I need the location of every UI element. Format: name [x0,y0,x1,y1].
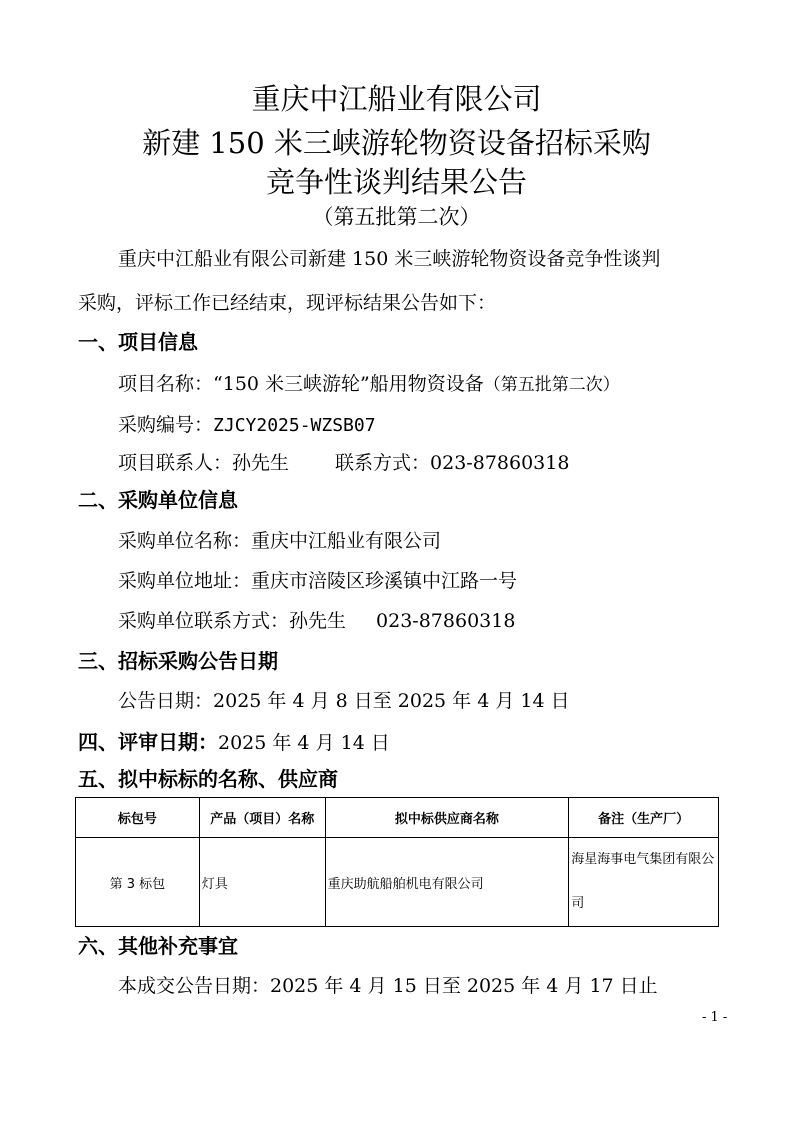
notice-date-label: 公告日期： [118,690,214,712]
intro-line-1: 重庆中江船业有限公司新建 150 米三峡游轮物资设备竞争性谈判 [118,248,661,270]
project-code-line [118,412,376,439]
title-project: 新建 150 米三峡游轮物资设备招标采购 [142,126,651,160]
project-name-label: 项目名称： [118,373,214,395]
buyer-name-line [118,528,441,554]
section-1-heading: 一、项目信息 [78,330,198,354]
buyer-name-label: 采购单位名称： [118,530,252,552]
project-code-value: ZJCY2025-WZSB07 [213,415,376,436]
notice-date-line [118,688,570,714]
buyer-contact-label: 采购单位联系方式： [118,610,290,632]
cell-manufacturer: 海星海事电气集团有限公司 [569,838,719,927]
notice-date-value: 2025 年 4 月 8 日至 2025 年 4 月 14 日 [213,690,570,712]
project-contact-label: 项目联系人： [118,452,233,474]
project-contact-line [118,450,569,476]
intro-line-2: 采购，评标工作已经结束，现评标结果公告如下： [78,292,497,314]
project-name-value: “150 米三峡游轮”船用物资设备 [213,373,484,395]
header-product: 产品（项目）名称 [199,798,325,838]
buyer-name-value: 重庆中江船业有限公司 [251,530,442,552]
cell-lot: 第 3 标包 [76,838,200,927]
buyer-address-label: 采购单位地址： [118,570,252,592]
section-4-heading: 四、评审日期： [78,730,218,754]
project-phone-label: 联系方式： [335,452,431,474]
project-name-note: （第五批第二次） [483,375,620,395]
buyer-contact-value: 孙先生 [289,610,347,632]
title-company: 重庆中江船业有限公司 [251,82,542,116]
project-phone-value: 023-87860318 [430,452,570,474]
review-date-value: 2025 年 4 月 14 日 [218,732,390,754]
page-number: - 1 - [702,1010,728,1025]
project-contact-value: 孙先生 [232,452,290,474]
header-supplier: 拟中标供应商名称 [325,798,569,838]
table-header-row [76,798,719,838]
section-6-heading: 六、其他补充事宜 [78,934,238,958]
header-lot: 标包号 [76,798,200,838]
project-name-line [118,371,620,398]
table-row [76,838,719,927]
bid-result-table [75,797,719,927]
title-batch: （第五批第二次） [312,205,481,229]
closing-date-text: 本成交公告日期：2025 年 4 月 15 日至 2025 年 4 月 17 日止 [118,975,658,997]
buyer-phone-value: 023-87860318 [376,610,516,632]
cell-supplier: 重庆助航船舶机电有限公司 [325,838,569,927]
header-manufacturer: 备注（生产厂） [569,798,719,838]
section-4-line [78,728,390,757]
section-2-heading: 二、采购单位信息 [78,488,238,512]
project-code-label: 采购编号： [118,414,214,436]
buyer-address-value: 重庆市涪陵区珍溪镇中江路一号 [251,570,518,592]
cell-product: 灯具 [199,838,325,927]
title-notice: 竞争性谈判结果公告 [265,165,527,199]
buyer-address-line [118,568,517,594]
section-3-heading: 三、招标采购公告日期 [78,649,278,673]
section-5-heading: 五、拟中标标的名称、供应商 [78,767,338,791]
buyer-contact-line [118,608,515,634]
